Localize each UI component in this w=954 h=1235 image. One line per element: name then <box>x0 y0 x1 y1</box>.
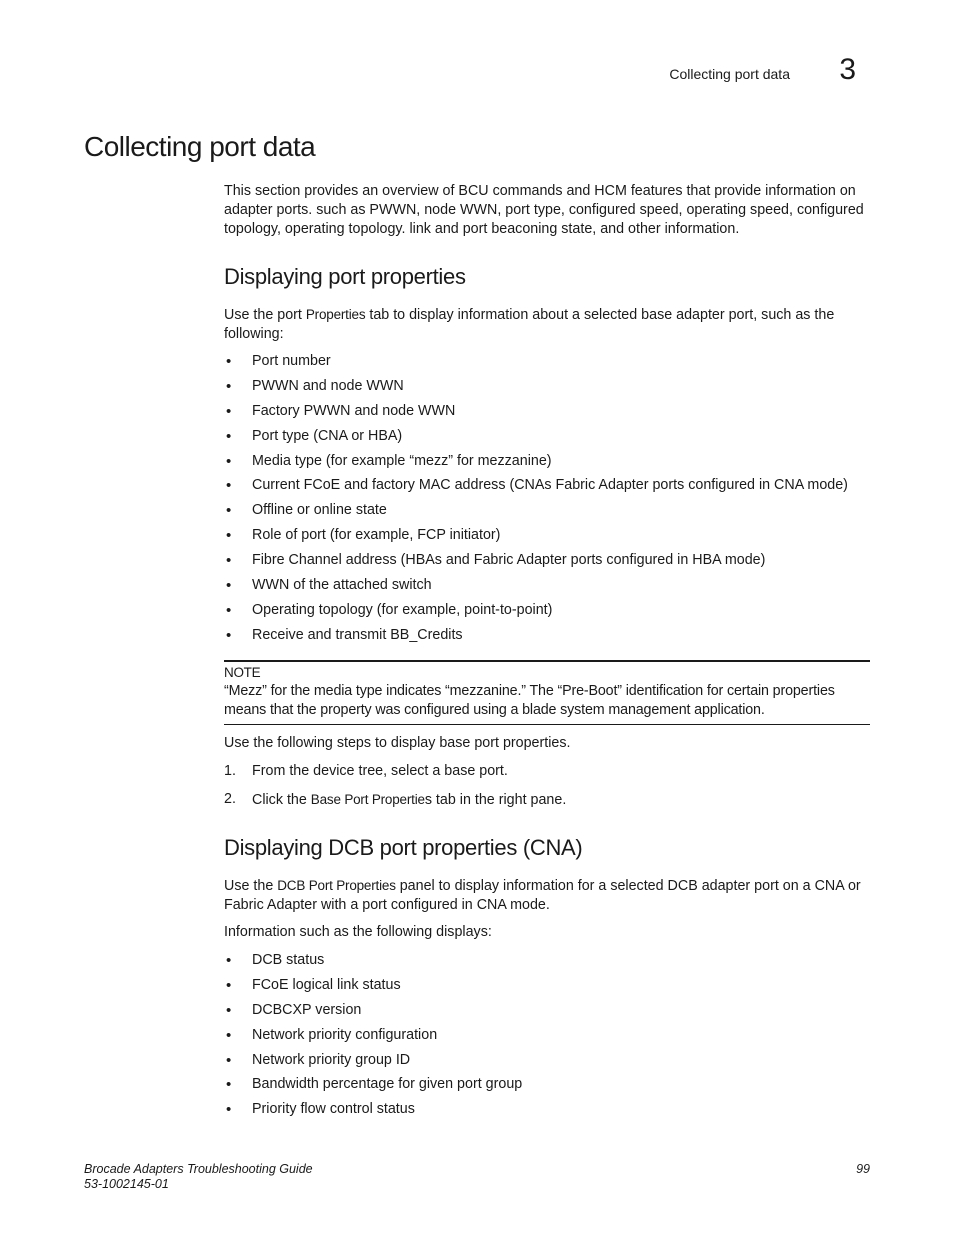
footer-page-number: 99 <box>856 1162 870 1176</box>
steps-intro: Use the following steps to display base port properties. <box>224 735 571 751</box>
port-properties-paragraph: Use the port Properties tab to display information about a selected base adapter port, such as the following: <box>224 307 835 342</box>
list-item: • Factory PWWN and node WWN <box>224 402 874 427</box>
list-item: • Operating topology (for example, point-to-point) <box>224 601 874 626</box>
list-item: • Receive and transmit BB_Credits <box>224 626 874 651</box>
dcb-properties-list <box>224 951 874 1125</box>
list-item: • Network priority configuration <box>224 1026 874 1051</box>
port-properties-list <box>224 352 874 651</box>
section-heading-port-properties: Displaying port properties <box>224 264 466 289</box>
list-item: • WWN of the attached switch <box>224 576 874 601</box>
footer-doc-title: Brocade Adapters Troubleshooting Guide <box>84 1162 313 1176</box>
footer-doc-number: 53-1002145-01 <box>84 1177 169 1191</box>
note-box <box>224 660 870 725</box>
list-item: • Offline or online state <box>224 501 874 526</box>
step-item: 2. Click the Base Port Properties tab in the right pane. <box>224 791 567 808</box>
info-intro: Information such as the following displays: <box>224 924 492 940</box>
list-item: • DCB status <box>224 951 874 976</box>
list-item: • Bandwidth percentage for given port group <box>224 1075 874 1100</box>
step-number: 1. <box>224 763 236 779</box>
step-item <box>224 762 874 790</box>
section-heading-dcb-port-properties: Displaying DCB port properties (CNA) <box>224 835 583 860</box>
list-item: • Network priority group ID <box>224 1051 874 1076</box>
note-label: NOTE <box>224 665 261 680</box>
list-item: • Current FCoE and factory MAC address (CNAs Fabric Adapter ports configured in CNA mode) <box>224 476 874 501</box>
steps-list <box>224 762 874 818</box>
ui-element-name: DCB Port Properties <box>277 878 396 893</box>
list-item: • Fibre Channel address (HBAs and Fabric Adapter ports configured in HBA mode) <box>224 551 874 576</box>
dcb-port-properties-paragraph: Use the DCB Port Properties panel to display information for a selected DCB adapter port on a CNA or Fabric Adapter with a port configured in CNA mode. <box>224 878 861 913</box>
list-item: • PWWN and node WWN <box>224 377 874 402</box>
chapter-number: 3 <box>839 53 856 86</box>
running-header-section: Collecting port data <box>669 66 790 82</box>
intro-paragraph: This section provides an overview of BCU commands and HCM features that provide information on adapter ports. such as PWWN, node WWN, port type, configured speed, operating speed, configured topology, operating topology. link and port beaconing state, and other information. <box>224 183 864 237</box>
step-text: From the device tree, select a base port. <box>252 763 508 779</box>
list-item: • Port number <box>224 352 874 377</box>
list-item: • Port type (CNA or HBA) <box>224 427 874 452</box>
list-item: • Role of port (for example, FCP initiator) <box>224 526 874 551</box>
list-item: • DCBCXP version <box>224 1001 874 1026</box>
ui-element-name: Base Port Propertie <box>310 792 425 807</box>
page-title: Collecting port data <box>84 131 316 162</box>
note-text: “Mezz” for the media type indicates “mezzanine.” The “Pre-Boot” identification for certain properties means that the property was configured using a blade system management application. <box>224 683 835 718</box>
list-item: • Media type (for example “mezz” for mezzanine) <box>224 452 874 477</box>
list-item: • FCoE logical link status <box>224 976 874 1001</box>
step-number: 2. <box>224 791 236 807</box>
list-item: • Priority flow control status <box>224 1100 874 1125</box>
ui-element-name: Properties <box>305 307 366 322</box>
